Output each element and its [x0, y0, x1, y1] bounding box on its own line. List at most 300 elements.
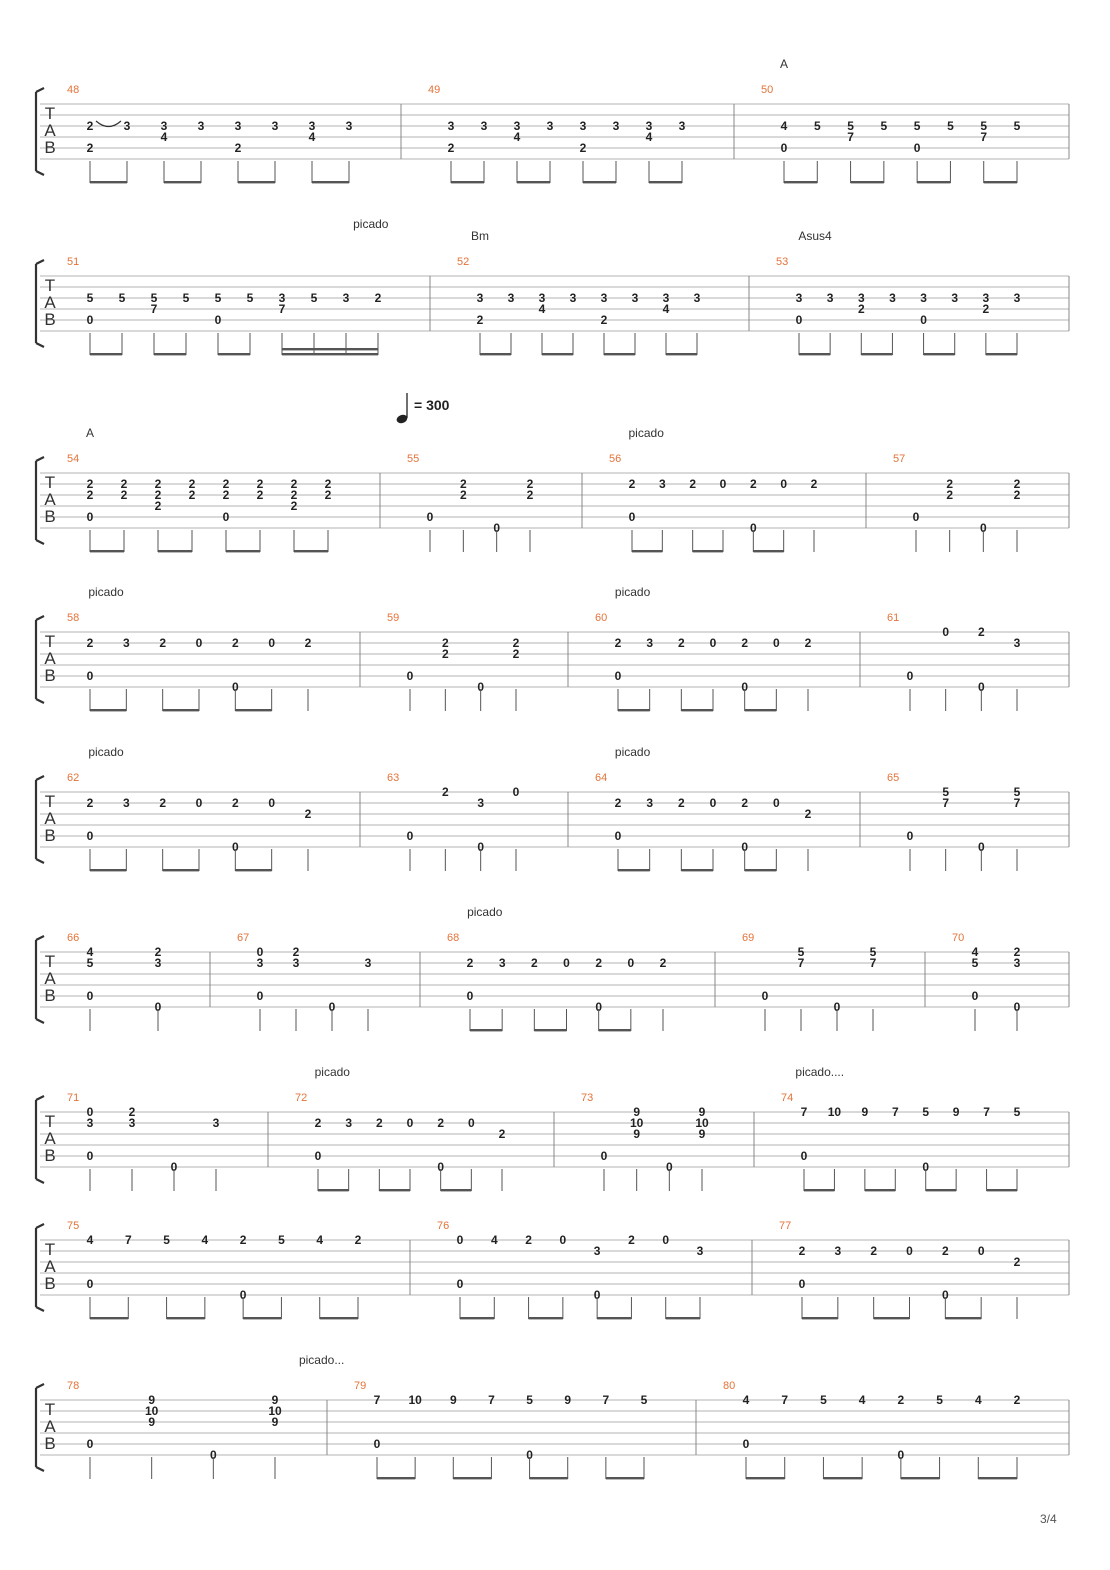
- fret-number: 0: [86, 669, 94, 683]
- beam: [606, 1477, 644, 1479]
- fret-number: 5: [813, 119, 821, 133]
- fret-number: 0: [665, 1160, 673, 1174]
- beam: [294, 550, 328, 552]
- fret-number: 2: [459, 488, 467, 502]
- fret-number: 7: [150, 302, 158, 316]
- measure-number: 80: [723, 1380, 736, 1392]
- fret-number: 3: [271, 119, 279, 133]
- fret-number: 3: [678, 119, 686, 133]
- fret-number: 2: [234, 141, 242, 155]
- fret-number: 5: [971, 956, 979, 970]
- fret-number: 2: [120, 488, 128, 502]
- fret-number: 2: [292, 945, 300, 959]
- beam: [693, 550, 723, 552]
- fret-number: 3: [658, 477, 666, 491]
- measure-number: 73: [581, 1092, 594, 1104]
- fret-number: 2: [159, 796, 167, 810]
- fret-number: 3: [1013, 956, 1021, 970]
- fret-number: 0: [437, 1160, 445, 1174]
- fret-number: 2: [304, 807, 312, 821]
- beam: [618, 709, 650, 711]
- beam: [945, 1317, 981, 1319]
- fret-number: 2: [595, 956, 603, 970]
- measure-number: 74: [781, 1092, 794, 1104]
- fret-number: 2: [314, 1116, 322, 1130]
- fret-number: 0: [406, 829, 414, 843]
- fret-number: 5: [278, 1233, 285, 1247]
- technique-text: picado: [88, 585, 124, 599]
- fret-number: 2: [579, 141, 587, 155]
- fret-number: 0: [477, 680, 485, 694]
- fret-number: 3: [645, 119, 653, 133]
- system-bracket: [36, 88, 44, 175]
- fret-number: 2: [466, 956, 474, 970]
- fret-number: 0: [971, 989, 979, 1003]
- fret-number: 0: [328, 1000, 336, 1014]
- fret-number: 2: [870, 1244, 878, 1258]
- fret-number: 2: [86, 488, 94, 502]
- fret-number: 2: [804, 636, 812, 650]
- fret-number: 7: [488, 1393, 495, 1407]
- beam: [823, 1477, 862, 1479]
- measure-number: 65: [887, 772, 900, 784]
- fret-number: 3: [86, 1116, 94, 1130]
- beam: [632, 550, 662, 552]
- fret-number: 3: [826, 291, 834, 305]
- tempo-value: = 300: [414, 397, 450, 413]
- fret-number: 3: [256, 956, 264, 970]
- fret-number: 7: [124, 1233, 132, 1247]
- fret-number: 2: [810, 477, 818, 491]
- measure-number: 59: [387, 612, 400, 624]
- measure-number: 48: [67, 84, 80, 96]
- fret-number: 0: [268, 636, 276, 650]
- fret-number: 9: [633, 1105, 641, 1119]
- fret-number: 4: [490, 1233, 498, 1247]
- fret-number: 0: [86, 510, 94, 524]
- fret-number: 2: [441, 785, 449, 799]
- fret-number: 2: [324, 477, 332, 491]
- fret-number: 0: [780, 141, 788, 155]
- fret-number: 0: [256, 989, 264, 1003]
- fret-number: 2: [256, 488, 264, 502]
- fret-number: 2: [741, 636, 749, 650]
- fret-number: 2: [120, 477, 128, 491]
- fret-number: 5: [526, 1393, 533, 1407]
- fret-number: 0: [86, 989, 94, 1003]
- tab-clef-letter: T: [44, 952, 56, 971]
- fret-number: 10: [827, 1105, 842, 1119]
- fret-number: 7: [602, 1393, 610, 1407]
- tab-clef-letter: B: [44, 507, 56, 526]
- fret-number: 0: [86, 1437, 94, 1451]
- measure-number: 78: [67, 1380, 80, 1392]
- tab-clef-letter: A: [44, 293, 56, 312]
- fret-number: 2: [1013, 1255, 1021, 1269]
- fret-number: 3: [693, 291, 701, 305]
- fret-number: 5: [640, 1393, 648, 1407]
- technique-text: picado: [614, 585, 651, 599]
- tab-clef-letter: A: [44, 649, 56, 668]
- system-bracket: [36, 260, 44, 347]
- beam: [282, 353, 378, 355]
- fret-number: 0: [406, 1116, 414, 1130]
- fret-number: 4: [308, 130, 316, 144]
- system-bracket: [36, 616, 44, 703]
- tab-clef-letter: T: [44, 632, 56, 651]
- fret-number: 2: [530, 956, 538, 970]
- fret-number: 2: [498, 1127, 506, 1141]
- fret-number: 5: [942, 785, 950, 799]
- fret-number: 3: [234, 119, 242, 133]
- fret-number: 3: [476, 291, 484, 305]
- measure-number: 63: [387, 772, 400, 784]
- fret-number: 9: [564, 1393, 572, 1407]
- fret-number: 5: [1013, 119, 1021, 133]
- fret-number: 3: [308, 119, 316, 133]
- fret-number: 0: [268, 796, 276, 810]
- fret-number: 0: [595, 1000, 603, 1014]
- beam: [583, 181, 616, 183]
- fret-number: 2: [86, 119, 94, 133]
- beam: [745, 869, 777, 871]
- fret-number: 5: [214, 291, 222, 305]
- fret-number: 3: [342, 291, 350, 305]
- fret-number: 3: [364, 956, 372, 970]
- fret-number: 2: [154, 477, 162, 491]
- fret-number: 7: [278, 302, 286, 316]
- tab-clef-letter: A: [44, 490, 56, 509]
- chord-name: Bm: [471, 229, 489, 243]
- fret-number: 0: [559, 1233, 567, 1247]
- fret-number: 5: [913, 119, 921, 133]
- system-bracket: [36, 936, 44, 1023]
- fret-number: 3: [123, 119, 131, 133]
- fret-number: 0: [977, 1244, 985, 1258]
- system-bracket: [36, 457, 44, 544]
- beam: [681, 709, 713, 711]
- fret-number: 0: [154, 1000, 162, 1014]
- fret-number: 2: [154, 499, 162, 513]
- fret-number: 5: [1013, 1105, 1021, 1119]
- beam: [649, 181, 682, 183]
- fret-number: 0: [195, 636, 203, 650]
- fret-number: 3: [447, 119, 455, 133]
- fret-number: 3: [197, 119, 205, 133]
- fret-number: 3: [278, 291, 286, 305]
- fret-number: 9: [148, 1415, 156, 1429]
- fret-number: 3: [507, 291, 515, 305]
- beam: [597, 1317, 631, 1319]
- fret-number: 10: [268, 1404, 282, 1418]
- fret-number: 3: [857, 291, 865, 305]
- fret-number: 0: [913, 141, 921, 155]
- fret-number: 2: [154, 945, 162, 959]
- fret-number: 0: [512, 785, 520, 799]
- fret-number: 2: [897, 1393, 905, 1407]
- beam: [681, 869, 713, 871]
- tab-clef-letter: A: [44, 121, 56, 140]
- fret-number: 2: [441, 647, 449, 661]
- fret-number: 9: [861, 1105, 869, 1119]
- measure-number: 72: [295, 1092, 308, 1104]
- beam: [599, 1029, 631, 1031]
- fret-number: 2: [86, 477, 94, 491]
- beam: [226, 550, 260, 552]
- beam: [745, 709, 777, 711]
- fret-number: 0: [86, 829, 94, 843]
- fret-number: 2: [86, 636, 94, 650]
- fret-number: 2: [375, 1116, 383, 1130]
- measure-number: 75: [67, 1220, 80, 1232]
- fret-number: 2: [354, 1233, 362, 1247]
- fret-number: 0: [709, 796, 717, 810]
- fret-number: 0: [593, 1288, 601, 1302]
- fret-number: 9: [633, 1127, 641, 1141]
- measure-number: 76: [437, 1220, 450, 1232]
- fret-number: 2: [946, 477, 954, 491]
- fret-number: 9: [271, 1415, 279, 1429]
- beam: [917, 181, 950, 183]
- fret-number: 0: [912, 510, 920, 524]
- fret-number: 7: [847, 130, 854, 144]
- beam: [90, 709, 126, 711]
- fret-number: 0: [741, 840, 749, 854]
- beam: [542, 353, 573, 355]
- fret-number: 0: [628, 510, 636, 524]
- fret-number: 0: [977, 680, 985, 694]
- fret-number: 2: [614, 636, 622, 650]
- fret-number: 2: [231, 636, 239, 650]
- fret-number: 4: [86, 945, 94, 959]
- fret-number: 2: [86, 141, 94, 155]
- beam: [90, 181, 127, 183]
- fret-number: 9: [449, 1393, 457, 1407]
- beam: [460, 1317, 494, 1319]
- fret-number: 0: [906, 1244, 913, 1258]
- fret-number: 5: [980, 119, 988, 133]
- beam: [986, 353, 1017, 355]
- beam: [90, 353, 122, 355]
- fret-number: 0: [662, 1233, 670, 1247]
- fret-number: 2: [86, 796, 94, 810]
- fret-number: 9: [698, 1105, 706, 1119]
- fret-number: 2: [154, 488, 162, 502]
- fret-number: 0: [86, 1105, 94, 1119]
- beam: [480, 353, 511, 355]
- fret-number: 5: [936, 1393, 943, 1407]
- fret-number: 3: [834, 1244, 842, 1258]
- fret-number: 3: [292, 956, 300, 970]
- measure-number: 51: [67, 256, 80, 268]
- measure-number: 60: [595, 612, 608, 624]
- fret-number: 0: [761, 989, 769, 1003]
- fret-number: 2: [1013, 488, 1021, 502]
- fret-number: 0: [456, 1233, 464, 1247]
- fret-number: 2: [290, 488, 298, 502]
- measure-number: 77: [779, 1220, 792, 1232]
- fret-number: 3: [920, 291, 927, 305]
- beam: [984, 181, 1017, 183]
- fret-number: 9: [271, 1393, 279, 1407]
- fret-number: 3: [345, 119, 353, 133]
- fret-number: 0: [941, 1288, 949, 1302]
- beam: [379, 1189, 410, 1191]
- fret-number: 9: [148, 1393, 156, 1407]
- measure-number: 67: [237, 932, 250, 944]
- fret-number: 0: [772, 636, 780, 650]
- fret-number: 5: [947, 119, 954, 133]
- system-bracket: [36, 1224, 44, 1311]
- tab-clef-letter: B: [44, 1146, 56, 1165]
- measure-number: 64: [595, 772, 608, 784]
- beam: [320, 1317, 358, 1319]
- measure-number: 58: [67, 612, 80, 624]
- beam: [90, 550, 124, 552]
- fret-number: 0: [749, 521, 757, 535]
- technique-text: picado: [314, 1065, 350, 1079]
- technique-text: picado: [467, 905, 503, 919]
- fret-number: 0: [86, 1149, 94, 1163]
- measure-number: 62: [67, 772, 80, 784]
- fret-number: 0: [979, 521, 987, 535]
- fret-number: 3: [122, 636, 130, 650]
- fret-number: 2: [982, 302, 990, 316]
- measure-number: 68: [447, 932, 460, 944]
- fret-number: 2: [256, 477, 264, 491]
- fret-number: 2: [437, 1116, 445, 1130]
- fret-number: 2: [977, 625, 985, 639]
- fret-number: 0: [526, 1448, 533, 1462]
- fret-number: 2: [1013, 477, 1021, 491]
- fret-number: 0: [906, 669, 914, 683]
- fret-number: 2: [476, 313, 484, 327]
- fret-number: 2: [447, 141, 455, 155]
- fret-number: 7: [983, 1105, 990, 1119]
- fret-number: 2: [188, 477, 196, 491]
- fret-number: 2: [304, 636, 312, 650]
- beam: [924, 353, 955, 355]
- measure-number: 55: [407, 453, 420, 465]
- beam: [604, 353, 635, 355]
- fret-number: 3: [646, 796, 654, 810]
- fret-number: 0: [709, 636, 717, 650]
- fret-number: 0: [627, 956, 635, 970]
- fret-number: 3: [546, 119, 554, 133]
- beam: [666, 353, 697, 355]
- beam: [901, 1477, 940, 1479]
- tab-clef-letter: T: [44, 1400, 56, 1419]
- beam: [926, 1189, 956, 1191]
- fret-number: 2: [459, 477, 467, 491]
- beam: [441, 1189, 472, 1191]
- beam: [163, 709, 199, 711]
- fret-number: 2: [798, 1244, 806, 1258]
- fret-number: 0: [977, 840, 985, 854]
- beam: [517, 181, 550, 183]
- fret-number: 3: [982, 291, 990, 305]
- fret-number: 0: [563, 956, 570, 970]
- fret-number: 5: [922, 1105, 930, 1119]
- fret-number: 3: [612, 119, 620, 133]
- fret-number: 2: [128, 1105, 136, 1119]
- beam: [874, 1317, 910, 1319]
- measure-number: 49: [428, 84, 441, 96]
- beam: [534, 1029, 566, 1031]
- fret-number: 7: [373, 1393, 381, 1407]
- tab-clef-letter: T: [44, 473, 56, 492]
- fret-number: 0: [800, 1149, 808, 1163]
- measure-number: 61: [887, 612, 900, 624]
- fret-number: 3: [480, 119, 488, 133]
- tab-clef-letter: T: [44, 1112, 56, 1131]
- fret-number: 0: [906, 829, 914, 843]
- beam: [851, 181, 884, 183]
- fret-number: 0: [1013, 1000, 1021, 1014]
- fret-number: 0: [798, 1277, 806, 1291]
- fret-number: 3: [889, 291, 896, 305]
- fret-number: 0: [373, 1437, 381, 1451]
- beam: [470, 1029, 502, 1031]
- fret-number: 0: [256, 945, 264, 959]
- fret-number: 0: [614, 669, 622, 683]
- fret-number: 0: [942, 625, 950, 639]
- fret-number: 5: [797, 945, 805, 959]
- fret-number: 3: [212, 1116, 220, 1130]
- measure-number: 50: [761, 84, 774, 96]
- fret-number: 2: [741, 796, 749, 810]
- tab-clef-letter: B: [44, 1274, 56, 1293]
- fret-number: 7: [980, 130, 988, 144]
- fret-number: 0: [86, 1277, 94, 1291]
- measure-number: 66: [67, 932, 80, 944]
- fret-number: 2: [677, 796, 685, 810]
- fret-number: 4: [86, 1233, 94, 1247]
- fret-number: 0: [195, 796, 203, 810]
- fret-number: 5: [310, 291, 318, 305]
- beam: [804, 1189, 834, 1191]
- fret-number: 0: [780, 477, 788, 491]
- fret-number: 0: [239, 1288, 247, 1302]
- measure-number: 71: [67, 1092, 80, 1104]
- fret-number: 5: [820, 1393, 827, 1407]
- fret-number: 2: [600, 313, 608, 327]
- fret-number: 2: [689, 477, 697, 491]
- fret-number: 2: [188, 488, 196, 502]
- system-bracket: [36, 1384, 44, 1471]
- tab-clef-letter: B: [44, 1434, 56, 1453]
- tab-clef-letter: A: [44, 809, 56, 828]
- fret-number: 2: [749, 477, 757, 491]
- fret-number: 0: [922, 1160, 930, 1174]
- fret-number: 10: [695, 1116, 709, 1130]
- page-number: 3/4: [1040, 1512, 1057, 1526]
- beam: [746, 1477, 785, 1479]
- fret-number: 3: [345, 1116, 353, 1130]
- fret-number: 3: [795, 291, 803, 305]
- beam: [163, 869, 199, 871]
- beam: [753, 550, 783, 552]
- fret-number: 9: [952, 1105, 960, 1119]
- fret-number: 7: [797, 956, 805, 970]
- fret-number: 4: [201, 1233, 209, 1247]
- beam: [799, 353, 830, 355]
- technique-text: picado: [353, 217, 389, 231]
- system-bracket: [36, 1096, 44, 1183]
- beam: [167, 1317, 205, 1319]
- fret-number: 2: [1013, 945, 1021, 959]
- beam: [318, 1189, 349, 1191]
